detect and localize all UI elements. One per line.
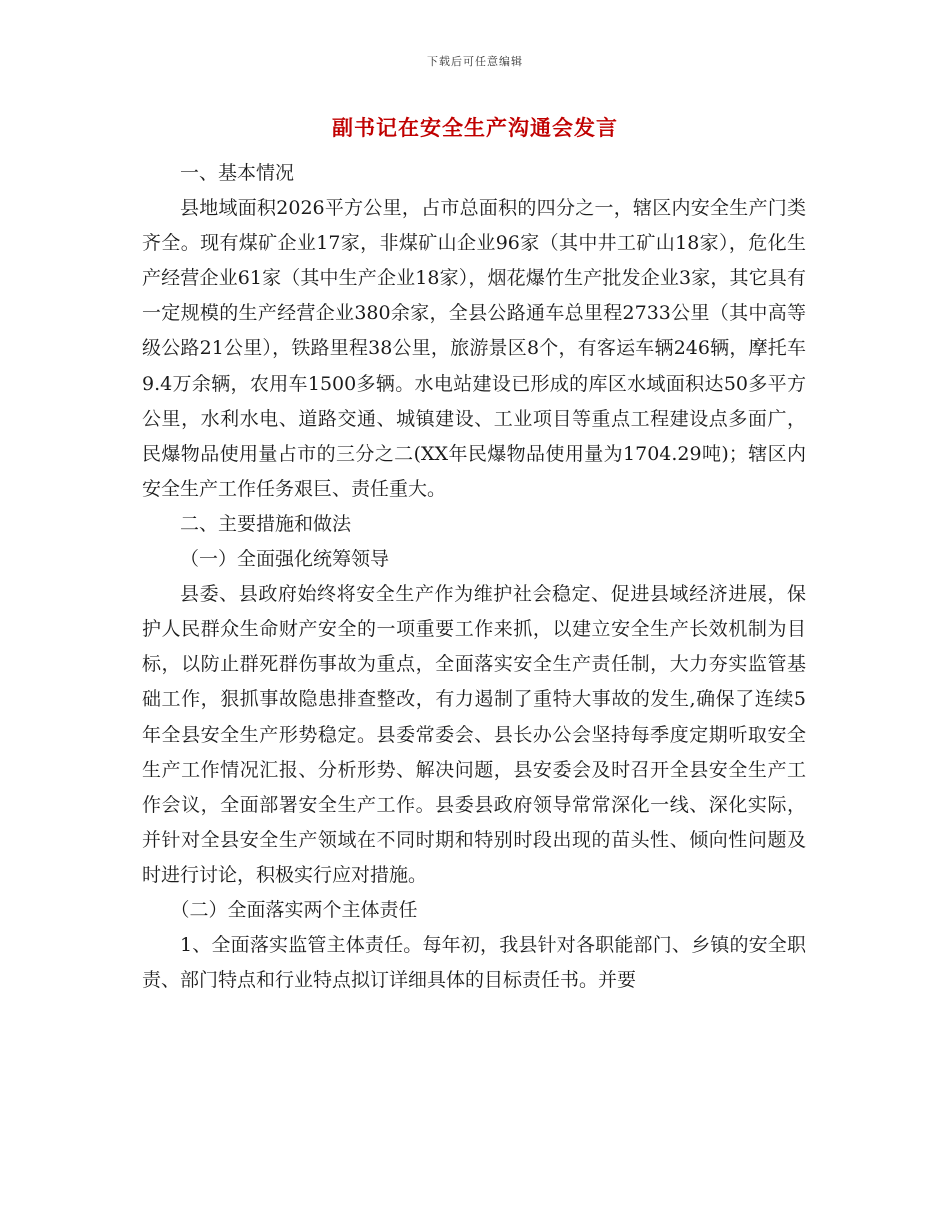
section-heading-basic: 一、基本情况: [180, 162, 295, 184]
header-note: 下载后可任意编辑: [427, 55, 523, 68]
paragraph-leadership: 县委、县政府始终将安全生产作为维护社会稳定、促进县域经济进展，保护人民群众生命财产安全的一项重要工作来抓，以建立安全生产长效机制为目标，以防止群死群伤事故为重点，全面落实安全生产责任制，大力夯实监管基础工作，狠抓事故隐患排查整改，有力遏制了重特大事故的发生,确保了连续5年全县安全生产形势稳定。县委常委会、县长办公会坚持每季度定期听取安全生产工作情况汇报、分析形势、解决问题，县安委会及时召开全县安全生产工作会议，全面部署安全生产工作。县委县政府领导常常深化一线、深化实际，并针对全县安全生产领域在不同时期和特别时段出现的苗头性、倾向性问题及时进行讨论，积极实行应对措施。: [142, 583, 806, 886]
section-heading-measures: 二、主要措施和做法: [180, 512, 352, 535]
document-body: [142, 156, 806, 998]
paragraph-responsibility: 1、全面落实监管主体责任。每年初，我县针对各职能部门、乡镇的安全职责、部门特点和行业特点拟订详细具体的目标责任书。并要: [142, 934, 806, 992]
subsection-heading-responsibility: （二）全面落实两个主体责任: [170, 898, 418, 921]
subsection-heading-leadership: （一）全面强化统筹领导: [180, 548, 390, 571]
paragraph-basic-situation: 县地域面积2026平方公里，占市总面积的四分之一，辖区内安全生产门类齐全。现有煤矿企业17家，非煤矿山企业96家（其中井工矿山18家），危化生产经营企业61家（其中生产企业18家），烟花爆竹生产批发企业3家，其它具有一定规模的生产经营企业380余家，全县公路通车总里程2733公里（其中高等级公路21公里），铁路里程38公里，旅游景区8个，有客运车辆246辆，摩托车9.4万余辆，农用车1500多辆。水电站建设已形成的库区水域面积达50多平方公里，水利水电、道路交通、城镇建设、工业项目等重点工程建设点多面广，民爆物品使用量占市的三分之二(XX年民爆物品使用量为1704.29吨)；辖区内安全生产工作任务艰巨、责任重大。: [142, 197, 806, 500]
document-title: 副书记在安全生产沟通会发言: [332, 115, 618, 140]
